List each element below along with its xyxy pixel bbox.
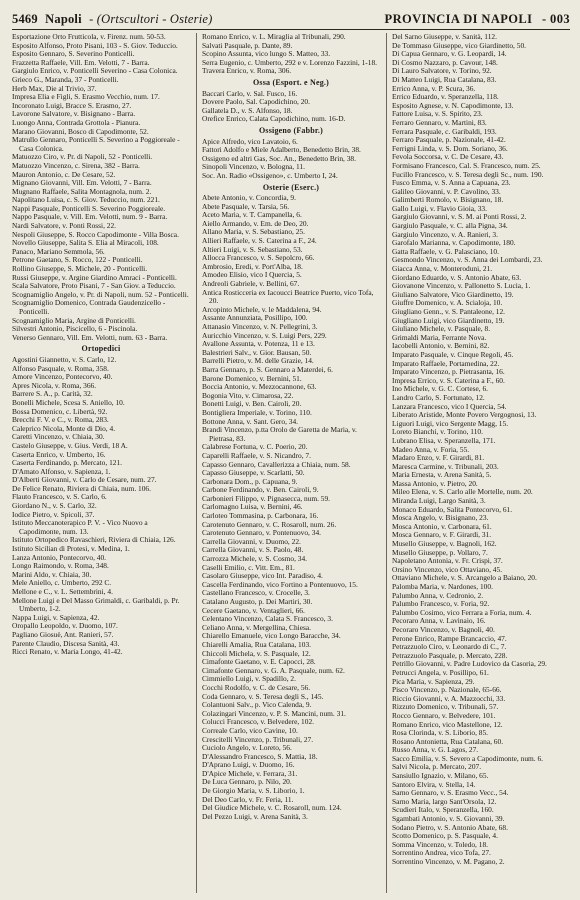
column-right xyxy=(386,33,570,893)
directory-entry: Del Giudice Michele, v. C. Rosaroll, num. 124. xyxy=(202,803,342,813)
directory-entry: Bossa Domenico, c. Libertà, 92. xyxy=(12,406,108,416)
directory-entry: Liguori Luigi, vico Sergente Magg, 15. xyxy=(392,418,509,428)
directory-entry: Loreto Bianchi, v. Torino, 110. xyxy=(392,427,483,437)
directory-entry: Mauron Antonio, c. De Cesare, 52. xyxy=(12,169,116,179)
directory-entry: Santoro Elvira, v. Stella, 14. xyxy=(392,779,476,789)
directory-entry: Scudieri Italo, v. Speranzella, 160. xyxy=(392,805,494,815)
directory-entry: Petrone Gaetano, S. Rocco, 122 - Ponticelli. xyxy=(12,255,143,265)
directory-entry: Massa Antonio, v. Pietro, 20. xyxy=(392,478,478,488)
directory-entry: Musello Giuseppe, p. Vollaro, 7. xyxy=(392,547,488,557)
directory-entry: Andreoli Gabriele, v. Bellini, 67. xyxy=(202,279,300,289)
directory-entry: Avallone Assunta, v. Potenza, 11 e 13. xyxy=(202,339,315,349)
province-title: PROVINCIA DI NAPOLI xyxy=(384,12,533,26)
directory-entry: Cimmiello Luigi, v. Spadillo, 2. xyxy=(202,674,296,684)
directory-entry: Scognamiglio Domenico, Contrada Gaudenzicello - Ponticelli. xyxy=(12,298,166,316)
directory-entry: Bonelli Michele, Scesa S. Aniello, 10. xyxy=(12,397,125,407)
directory-entry: Aiello Armando, v. Em. de Deo, 20. xyxy=(202,218,309,228)
directory-entry: Capasso Gennaro, Cavallerizza a Chiaia, num. 58. xyxy=(202,459,351,469)
directory-entry: Monaco Eduardo, Salita Pontecorvo, 61. xyxy=(392,504,513,514)
directory-entry: Mosca Antonio, v. Carbonara, 61. xyxy=(392,521,492,531)
directory-entry: Aceto Maria, v. T. Campanella, 6. xyxy=(202,210,302,220)
directory-entry: Cimafonte Gennaro, v. G. A. Pasquale, num. 62. xyxy=(202,665,345,675)
directory-entry: Fucillo Francesco, v. S. Teresa degli Sc., num. 190. xyxy=(392,169,544,179)
directory-entry: Lanza Antonio, Pontecorvo, 40. xyxy=(12,552,107,562)
directory-entry: Mosca Angelo, v. Bisignano, 23. xyxy=(392,513,489,523)
directory-entry: De Tommaso Giuseppe, vico Giardinetto, 50. xyxy=(392,40,526,50)
directory-entry: Colantuoni Salv., p. Vico Calenda, 9. xyxy=(202,700,312,710)
directory-entry: Gallo Luigi, v. Flavio Gioia, 33. xyxy=(392,203,487,213)
directory-entry: Bontigliera Imperiale, v. Torino, 110. xyxy=(202,407,312,417)
column-left xyxy=(12,33,190,893)
directory-entry: Istituto Sicilian di Protesi, v. Medina, 1. xyxy=(12,544,130,554)
directory-entry: Lubrano Elisa, v. Speranzella, 171. xyxy=(392,435,496,445)
directory-entry: Scotto Domenico, p. S. Pasquale, 4. xyxy=(392,831,498,841)
directory-entry: Lavorone Salvatore, v. Bisignano - Barra. xyxy=(12,109,136,119)
directory-entry: D'Aprano Luigi, v. Duomo, 16. xyxy=(202,760,295,770)
directory-entry: Mellone e C., v. L. Settembrini, 4. xyxy=(12,587,113,596)
directory-entry: Salvati Pasquale, p. Dante, 89. xyxy=(202,40,293,50)
directory-entry: Soc. An. Radio «Ossigeno», c. Umberto I, 24. xyxy=(202,170,338,180)
directory-entry: De Felice Renato, Riviera di Chiaia, num. 106. xyxy=(12,483,151,493)
directory-entry: Apres Nicola, v. Roma, 366. xyxy=(12,380,97,390)
directory-entry: Errico Eduardo, v. Speranzella, 118. xyxy=(392,92,499,102)
directory-entry: Matuozzo Vincenzo, c. Sirena, 382 - Barra. xyxy=(12,160,140,170)
directory-entry: Petrucci Angela, v. Posillipo, 61. xyxy=(392,667,489,677)
directory-entry: Del Sarno Giuseppe, v. Sanità, 112. xyxy=(392,33,497,41)
directory-entry: Silvestri Antonio, Piscicello, 6 - Piscinola. xyxy=(12,324,138,334)
directory-entry: Scognamiglio Angelo, v. Pr. di Napoli, num. 52 - Ponticelli. xyxy=(12,289,189,299)
directory-entry: D'Apice Michele, v. Ferrara, 31. xyxy=(202,768,298,778)
directory-entry: Impresa Errico, v. S. Caterina a F., 60. xyxy=(392,375,505,385)
directory-entry: Lanzara Francesco, vico I Quercia, 54. xyxy=(392,401,507,411)
directory-entry: Scala Salvatore, Proto Pisani, 7 - San Giov. a Teduccio. xyxy=(12,281,176,291)
directory-entry: Nardi Salvatore, v. Ponti Rossi, 22. xyxy=(12,221,117,231)
directory-entry: Gallatela D., v. S. Alfonso, 18. xyxy=(202,105,293,115)
directory-entry: Riccio Giovanni, v. A. Mazzocchi, 33. xyxy=(392,693,506,703)
directory-entry: Mileo Elena, v. S. Carlo alle Mortelle, num. 20. xyxy=(392,487,533,497)
directory-entry: Somma Vincenzo, v. Toledo, 18. xyxy=(392,839,488,849)
directory-entry: Rizzuto Domenico, v. Tribunali, 57. xyxy=(392,702,499,712)
directory-entry: De Luca Gennaro, p. Nilo, 20. xyxy=(202,777,292,787)
directory-entry: Napoletano Antonia, v. Fr. Crispi, 37. xyxy=(392,556,503,566)
directory-entry: Catalano Augusto, p. Dei Martiri, 30. xyxy=(202,597,313,606)
directory-entry: Scopino Assunta, vico lungo S. Matteo, 33. xyxy=(202,49,331,59)
directory-entry: Musello Giuseppe, v. Bagnoli, 162. xyxy=(392,539,497,549)
directory-entry: Sarno Gennaro, v. S. Erasmo Vecc., 54. xyxy=(392,788,509,798)
directory-entry: Sansiullo Ignazio, v. Milano, 65. xyxy=(392,771,489,781)
header-left xyxy=(12,12,212,27)
directory-entry: Sorrentino Andrea, vico Tofa, 27. xyxy=(392,848,491,858)
directory-entry: Imparato Raffaele, Portamedina, 22. xyxy=(392,358,500,368)
directory-entry: Bogonia Vito, v. Cimarosa, 22. xyxy=(202,390,294,400)
directory-entry: Allano Maria, v. S. Sebastiano, 25. xyxy=(202,227,305,237)
directory-entry: Di Matteo Luigi, Rua Catalana, 83. xyxy=(392,74,497,84)
directory-entry: Carloteo Tommasina, p. Carbonara, 16. xyxy=(202,511,319,521)
directory-entry: Sorrentino Vincenzo, v. M. Pagano, 2. xyxy=(392,857,505,866)
directory-entry: Fattori Adolfo e Miele Adalberto, Benedetto Brin, 38. xyxy=(202,145,361,155)
directory-entry: Ino Michele, v. G. C. Cortese, 6. xyxy=(392,384,488,394)
directory-entry: D'Alberti Giovanni, v. Carlo de Cesare, num. 27. xyxy=(12,475,157,485)
directory-entry: Petrazzuolo Ciro, v. Leonardo di C., 7. xyxy=(392,642,507,652)
directory-entry: Marini Aldo, v. Chiaia, 30. xyxy=(12,569,92,579)
directory-entry: Rocco Gennaro, v. Belvedere, 101. xyxy=(392,710,496,720)
directory-entry: Imparato Vincenzo, p. Pietrasanta, 16. xyxy=(392,367,505,377)
directory-entry: Pica Maria, v. Sapienza, 29. xyxy=(392,676,475,686)
directory-entry: Abete Pasquale, v. Tarsia, 56. xyxy=(202,201,290,211)
directory-entry: Palumbo Anna, v. Cedronio, 2. xyxy=(392,590,484,600)
directory-entry: Ferrigni Linda, v. S. Dom. Soriano, 36. xyxy=(392,143,508,153)
directory-entry: Matrullo Gennaro, Ponticelli S. Severino a Poggioreale - Casa Colonica. xyxy=(12,135,180,153)
directory-entry: Pecoraro Vincenzo, v. Bagnoli, 40. xyxy=(392,624,495,634)
directory-entry: Boccia Antonio, v. Mezzocannone, 63. xyxy=(202,382,317,392)
directory-entry: Balestrieri Salv., v. Gior. Bausan, 50. xyxy=(202,347,312,357)
directory-entry: Carbonara Dom., p. Capuana, 9. xyxy=(202,476,298,486)
directory-entry: Carotenuto Gennaro, v. C. Rosaroll, num. 26. xyxy=(202,519,337,529)
directory-entry: Chiarello Emanuele, vico Longo Baracche, 34. xyxy=(202,631,341,641)
directory-entry: Cocchi Rodolfo, v. C. de Cesare, 56. xyxy=(202,682,311,692)
directory-entry: Orefice Enrico, Calata Capodichino, num. 16-D. xyxy=(202,114,346,124)
directory-entry: Impresa Elia e Figli, S. Erasmo Vecchio, num. 17. xyxy=(12,92,160,102)
directory-entry: Giovanone Vincenzo, v. Pallonetto S. Lucia, 1. xyxy=(392,281,531,291)
directory-entry: Istituto Meccanoterapico P. V. - Vico Nuovo a Capodimonte, num. 13. xyxy=(12,518,148,536)
directory-entry: Petrazzuolo Pasquale, p. Mercato, 228. xyxy=(392,650,508,660)
directory-entry: Palumbo Cosimo, vico Ferrara a Foria, num. 4. xyxy=(392,607,532,617)
directory-entry: Del Deo Carlo, v. Fr. Feria, 11. xyxy=(202,794,294,804)
directory-entry: Gargiulo Vincenzo, v. A. Ranieri, 3. xyxy=(392,229,498,239)
directory-entry: Panaco, Mariano Semmola, 56. xyxy=(12,246,105,256)
directory-entry: Carrella Giovanni, v. Duomo, 22. xyxy=(202,536,301,546)
directory-entry: Miranda Luigi, Largo Sanità, 3. xyxy=(392,496,486,506)
directory-entry: Caserta Enrico, v. Umberto, 16. xyxy=(12,449,106,459)
directory-entry: Incoronato Luigi, Bracce S. Erasmo, 27. xyxy=(12,100,132,110)
directory-entry: Crescitelli Vincenzo, p. Tribunali, 27. xyxy=(202,734,314,744)
directory-entry: Esposito Gennaro, S. Severino Ponticelli. xyxy=(12,49,135,59)
directory-entry: Giordano N., v. S. Carlo, 32. xyxy=(12,501,97,511)
directory-entry: Pecoraro Anna, v. Lavinaio, 16. xyxy=(392,616,486,626)
directory-entry: Nappi Pasquale, Ponticelli S. Severino Poggioreale. xyxy=(12,203,166,213)
directory-entry: Ambrosio, Eredi, v. Port'Alba, 18. xyxy=(202,261,303,271)
directory-entry: Cecere Gaetano, v. Ventaglieri, 66. xyxy=(202,605,305,615)
directory-entry: Mele Aniello, c. Umberto, 292 C. xyxy=(12,578,112,588)
directory-entry: Flauto Francesco, v. S. Carlo, 6. xyxy=(12,492,107,502)
directory-entry: Parente Claudio, Discesa Sanità, 43. xyxy=(12,638,120,648)
directory-entry: Cascella Ferdinando, vico Fortino a Pontenuovo, 15. xyxy=(202,579,358,589)
directory-entry: Allocca Francesco, v. S. Sepolcro, 66. xyxy=(202,253,315,263)
directory-entry: Colucci Francesco, v. Belvedere, 102. xyxy=(202,717,314,727)
directory-entry: Russi Giuseppe, v. Argine Giardino Amraci - Ponticelli. xyxy=(12,272,177,282)
directory-entry: Frazzetta Raffaele, Vill. Em. Velotti, 7 - Barra. xyxy=(12,57,150,67)
directory-entry: Capasso Giuseppe, v. Scarlatti, 50. xyxy=(202,468,305,478)
directory-entry: Iacobelli Antonio, v. Bernini, 82. xyxy=(392,341,490,351)
directory-entry: Fusco Emma, v. S. Anna a Capuana, 23. xyxy=(392,178,511,188)
directory-entry: Napolitano Luisa, c. S. Giov. Teduccio, num. 221. xyxy=(12,195,160,205)
directory-entry: Casolaro Giuseppe, vico Int. Paradiso, 4. xyxy=(202,571,323,581)
directory-entry: Apice Alfredo, vico Lavatoio, 6. xyxy=(202,136,298,146)
directory-entry: Esposito Agnese, v. N. Capodimonte, 13. xyxy=(392,100,514,110)
directory-entry: Giugliano Luigi, vico Giardinetto, 19. xyxy=(392,315,505,325)
directory-entry: Herb Max, Die al Trivio, 37. xyxy=(12,83,97,93)
directory-entry: Antica Rosticceria ex Iacoucci Beatrice Puerto, vico Tofa, 20. xyxy=(202,287,374,306)
directory-entry: Gatta Raffaele, v. G. Palasciano, 10. xyxy=(392,246,499,256)
directory-entry: Carrozza Michele, v. S. Cosmo, 34. xyxy=(202,554,308,564)
directory-entry: Gargiulo Enrico, v. Ponticelli Severino - Casa Colonica. xyxy=(12,66,178,76)
directory-entry: Caretti Vincenzo, v. Chiaia, 30. xyxy=(12,432,105,442)
directory-entry: Nappa Luigi, v. Sapienza, 42. xyxy=(12,612,100,622)
directory-entry: Agostini Giannetto, v. S. Carlo, 12. xyxy=(12,354,117,364)
directory-entry: Salvi Nicola, p. Mercato, 207. xyxy=(392,762,482,772)
directory-entry: Madaro Enzo, v. F. Girardi, 81. xyxy=(392,453,485,463)
directory-entry: Giuliano Salvatore, Vico Giardinetto, 19. xyxy=(392,289,514,299)
directory-entry: Rosano Antonietta, Rua Catalana, 60. xyxy=(392,736,504,746)
directory-entry: Maresca Carmine, v. Tribunali, 203. xyxy=(392,461,499,471)
directory-entry: Celentano Vincenzo, Calata S. Francesco, 3. xyxy=(202,614,333,624)
directory-entry: Di Cosmo Nazzaro, p. Cavour, 148. xyxy=(392,57,498,67)
header-right xyxy=(385,12,570,27)
directory-entry: Iodice Pietro, v. Spicoli, 37. xyxy=(12,509,95,519)
directory-entry: Caserta Ferdinando, p. Mercato, 121. xyxy=(12,458,123,468)
city-name: Napoli xyxy=(45,12,82,26)
directory-entry: Attanasio Vincenzo, v. N. Pellegrini, 3. xyxy=(202,322,318,331)
directory-entry: Fattore Luisa, v. S. Spirito, 23. xyxy=(392,109,483,119)
directory-entry: Correale Carlo, vico Cavine, 10. xyxy=(202,725,298,735)
directory-entry: Barra Gennaro, p. S. Gennaro a Materdei, 6. xyxy=(202,364,333,374)
directory-entry: Romano Enrico, v. L. Miraglia al Tribunali, 290. xyxy=(202,33,346,41)
directory-entry: Liberato Aristide, Monte Povero Vergognosi, 13. xyxy=(392,410,537,420)
directory-entry: Baccari Carlo, v. Sal. Fusco, 16. xyxy=(202,88,298,98)
section-heading: Ossa (Esport. e Neg.) xyxy=(253,77,329,87)
directory-entry: Chiccoli Michela, v. S. Pasquale, 12. xyxy=(202,648,311,658)
directory-entry: De Giorgio Maria, v. S. Liborio, 1. xyxy=(202,786,305,796)
directory-entry: Imparato Pasquale, v. Cinque Regoli, 45. xyxy=(392,349,514,359)
directory-entry: Assante Annunziata, Posillipo, 100. xyxy=(202,313,308,323)
directory-entry: Barrere S. A., p. Carità, 32. xyxy=(12,389,93,399)
directory-entry: Rosa Clorinda, v. S. Liborio, 85. xyxy=(392,728,489,738)
directory-entry: Mugnano Raffaele, Salita Montagnola, num. 2. xyxy=(12,186,152,196)
directory-entry: Giugliano Genn., v. S. Pantaleone, 12. xyxy=(392,307,506,316)
directory-entry: Gargiulo Giovanni, v. S. M. ai Ponti Rossi, 2. xyxy=(392,212,527,222)
directory-entry: Arcopinto Michele, v. le Maddalena, 94. xyxy=(202,304,322,314)
directory-entry: D'Amato Alfonso, v. Sapienza, 1. xyxy=(12,466,111,476)
directory-entry: Sgambati Antonio, v. S. Giovanni, 39. xyxy=(392,814,505,824)
directory-entry: Ossigeno ed altri Gas, Soc. An., Benedetto Brin, 38. xyxy=(202,153,356,163)
directory-entry: Galileo Giovanni, v. P. Cavolino, 33. xyxy=(392,186,501,196)
directory-entry: Celiano Anna, v. Mergellina, Chiesa. xyxy=(202,622,311,632)
directory-entry: Cuciolo Angelo, v. Loreto, 56. xyxy=(202,743,292,753)
directory-entry: Ottaviano Michele, v. S. Arcangelo a Baiano, 20. xyxy=(392,573,537,583)
directory-entry: Serra Eugenio, c. Umberto, 292 e v. Lorenzo Fazzini, 1-18. xyxy=(202,57,377,67)
directory-entry: Giacca Anna, v. Monteroduni, 21. xyxy=(392,264,493,274)
directory-entry: Grieco G., Maranda, 37 - Ponticelli. xyxy=(12,74,119,84)
directory-entry: Castelo Giuseppe, v. Gius. Verdi, 18 A. xyxy=(12,440,128,450)
directory-entry: Mellone Luigi e Del Masso Grimaldi, c. Garibaldi, p. Pr. Umberto, 1-2. xyxy=(12,595,180,614)
directory-entry: Giuffre Domenico, v. A. Scialoja, 10. xyxy=(392,298,503,308)
directory-entry: Nappo Pasquale, v. Vill. Em. Velotti, num. 9 - Barra. xyxy=(12,212,168,222)
column-middle xyxy=(196,33,380,893)
section-subtitle: - (Ortscultori - Osterie) xyxy=(89,12,213,26)
directory-entry: Gargiulo Pasquale, v. C. alla Pigna, 34. xyxy=(392,221,508,231)
directory-entry: Madeo Anna, v. Foria, 55. xyxy=(392,444,470,454)
directory-entry: Caselli Emilio, c. Vitt. Em., 81. xyxy=(202,562,295,572)
directory-entry: Brecchi F. V. e C., v. Roma, 283. xyxy=(12,415,109,425)
directory-entry: Carrella Giovanni, v. S. Paolo, 48. xyxy=(202,545,304,555)
directory-entry: Giordano Eduardo, v. S. Antonio Abate, 63. xyxy=(392,272,522,282)
directory-entry: Carbone Ferdinando, v. Ben. Cairoli, 9. xyxy=(202,485,319,495)
directory-entry: Ferrara Pasquale, c. Garibaldi, 193. xyxy=(392,126,497,136)
directory-entry: Grimaldi Maria, Ferrante Nova. xyxy=(392,332,487,342)
directory-entry: Ferraro Gennaro, v. Martini, 83. xyxy=(392,117,487,127)
directory-entry: Rollino Giuseppe, S. Michele, 20 - Ponticelli. xyxy=(12,264,148,274)
directory-entry: Auricchio Vincenzo, v. S. Luigi Pers, 229. xyxy=(202,330,327,340)
directory-entry: Fevola Soccorsa, v. C. De Cesare, 43. xyxy=(392,152,504,162)
directory-entry: Galimberti Romolo, v. Bisignano, 18. xyxy=(392,195,504,205)
directory-entry: Sarno Maria, largo Sant'Orsola, 12. xyxy=(392,796,497,806)
directory-entry: Amodeo Elisio, vico I Quercia, 5. xyxy=(202,270,302,280)
directory-entry: Brandi Vincenzo, p.tta Orolo de Garetta de Maria, v. Pietrasa, 83. xyxy=(202,425,357,443)
directory-entry: Sodano Pietro, v. S. Antonio Abate, 68. xyxy=(392,822,508,832)
section-heading: Osterie (Eserc.) xyxy=(262,182,320,192)
directory-entry: D'Alessandro Francesco, S. Mattia, 18. xyxy=(202,751,318,761)
directory-entry: Palumbo Francesco, v. Foria, 92. xyxy=(392,599,490,609)
page-header xyxy=(12,12,570,30)
directory-entry: Carlomagno Luisa, v. Bernini, 46. xyxy=(202,502,303,512)
directory-entry: Cimafonte Gaetano, v. E. Capocci, 28. xyxy=(202,657,316,667)
directory-entry: Novello Giuseppe, Salita S. Elia al Miracoli, 108. xyxy=(12,238,159,248)
directory-entry: Scognamiglio Maria, Argine di Ponticelli. xyxy=(12,315,136,325)
directory-entry: Pagliano Giosuè, Ant. Ranieri, 57. xyxy=(12,629,114,639)
directory-entry: Bottone Anna, v. Sant. Gero, 34. xyxy=(202,416,298,426)
directory-entry: Sacco Emilia, v. S. Severo a Capodimonte, num. 6. xyxy=(392,753,544,763)
directory-entry: Luongo Anna, Contrada Grottola - Pianura. xyxy=(12,117,141,127)
columns-container xyxy=(12,33,570,893)
directory-entry: Errico Anna, v. P. Scura, 36. xyxy=(392,83,476,93)
directory-entry: Travera Enrico, v. Roma, 306. xyxy=(202,66,292,76)
directory-entry: Ricci Renato, v. Maria Longo, 41-42. xyxy=(12,647,123,657)
section-heading: Ossigeno (Fabbr.) xyxy=(258,125,323,135)
directory-entry: Palomba Maria, v. Nardones, 100. xyxy=(392,582,493,591)
directory-entry: Esportazione Orto Frutticola, v. Firenz. num. 50-53. xyxy=(12,33,166,41)
directory-entry: Oropallo Leopoldo, v. Duomo, 107. xyxy=(12,621,118,631)
directory-entry: Carotenuto Gennaro, v. Pontenuovo, 34. xyxy=(202,528,321,538)
directory-entry: Barrelli Pietro, v. M. delle Grazie, 14. xyxy=(202,356,314,366)
section-heading: Ortopedici xyxy=(81,344,121,354)
directory-entry: Formisano Francesco, Cal. S. Francesco, num. 25. xyxy=(392,160,541,170)
directory-entry: Venerso Gennaro, Vill. Em. Velotti, num. 63 - Barra. xyxy=(12,332,168,342)
directory-entry: Esposito Alfonso, Proto Pisani, 103 - S. Giov. Teduccio. xyxy=(12,40,178,50)
directory-entry: Maria Ernesta, v. Arena Sanità, 5. xyxy=(392,470,492,480)
directory-entry: Bonetti Luigi, v. Ben. Cairoli, 20. xyxy=(202,399,302,409)
directory-entry: Mignano Giovanni, Vill. Em. Velotti, 7 - Barra. xyxy=(12,178,152,188)
directory-entry: Ferraro Pasquale, p. Nazionale, 41-42. xyxy=(392,135,506,145)
page-number-right: - 003 xyxy=(541,12,570,26)
directory-entry: Caleprico Nicola, Monte di Dio, 4. xyxy=(12,423,116,433)
directory-entry: Russo Anna, v. G. Lagos, 27. xyxy=(392,745,479,755)
directory-entry: Landro Carlo, S. Fortunato, 12. xyxy=(392,392,485,402)
directory-entry: Del Pezzo Luigi, v. Arena Sanità, 3. xyxy=(202,811,308,821)
directory-entry: Di Capua Gennaro, v. G. Leopardi, 14. xyxy=(392,49,507,59)
directory-entry: Calabrese Fortuna, v. C. Poerio, 20. xyxy=(202,442,308,452)
directory-entry: Nespoli Giuseppe, S. Rocco Capodimonte - Villa Bosca. xyxy=(12,229,179,239)
directory-entry: Dovere Paolo, Sal. Capodichino, 20. xyxy=(202,97,310,107)
directory-entry: Longo Raimondo, v. Roma, 348. xyxy=(12,561,109,571)
directory-entry: Carbonieri Filippo, v. Pignasecca, num. 59. xyxy=(202,493,331,503)
directory-entry: Chiarelli Amalia, Rua Catalana, 103. xyxy=(202,639,311,649)
directory-entry: Coda Gennaro, v. S. Teresa degli S., 145. xyxy=(202,691,324,701)
directory-entry: Abete Antonio, v. Concordia, 9. xyxy=(202,193,296,203)
directory-entry: Giuliano Michele, v. Pasquale, 8. xyxy=(392,324,491,334)
directory-entry: Amore Vincenzo, Pontecorvo, 40. xyxy=(12,372,113,382)
directory-entry: Altieri Luigi, v. S. Sebastiano, 53. xyxy=(202,244,303,254)
directory-entry: Pisco Vincenzo, p. Nazionale, 65-66. xyxy=(392,685,502,695)
directory-entry: Marano Giovanni, Bosco di Capodimonte, 52. xyxy=(12,126,149,136)
directory-entry: Colazingari Vincenzo, v. P. S. Mancini, num. 31. xyxy=(202,708,346,718)
directory-entry: Sinopoli Vincenzo, v. Bologna, 11. xyxy=(202,162,305,172)
directory-entry: Matuozzo Ciro, v. Pr. di Napoli, 52 - Ponticelli. xyxy=(12,152,153,162)
directory-entry: Garofalo Marianna, v. Capodimonte, 180. xyxy=(392,238,516,248)
page-number: 5469 xyxy=(12,12,38,26)
directory-entry: Castellano Francesco, v. Crocelle, 3. xyxy=(202,588,310,598)
directory-entry: Istituto Ortopedico Ravaschieri, Riviera di Chiaia, 126. xyxy=(12,535,176,545)
directory-entry: Romano Enrico, vico Mastellone, 12. xyxy=(392,719,503,729)
directory-entry: Caparelli Raffaele, v. S. Nicandro, 7. xyxy=(202,450,311,460)
directory-entry: Di Lauro Salvatore, v. Torino, 92. xyxy=(392,66,492,76)
directory-entry: Barone Domenico, v. Bernini, 51. xyxy=(202,373,302,383)
directory-entry: Allieri Raffaele, v. S. Caterina a F., 24. xyxy=(202,236,317,246)
directory-entry: Alfonso Pasquale, v. Roma, 358. xyxy=(12,363,109,373)
directory-entry: Petrillo Giovanni, v. Padre Ludovico da Casoria, 29. xyxy=(392,659,547,669)
directory-entry: Mosca Gennaro, v. F. Girardi, 31. xyxy=(392,530,492,540)
directory-entry: Perone Enrico, Rampe Brancaccio, 47. xyxy=(392,633,507,643)
directory-entry: Gesmondo Vincenzo, v. S. Anna dei Lombardi, 23. xyxy=(392,255,543,265)
directory-entry: Orsino Vincenzo, vico Ottaviano, 45. xyxy=(392,564,503,574)
